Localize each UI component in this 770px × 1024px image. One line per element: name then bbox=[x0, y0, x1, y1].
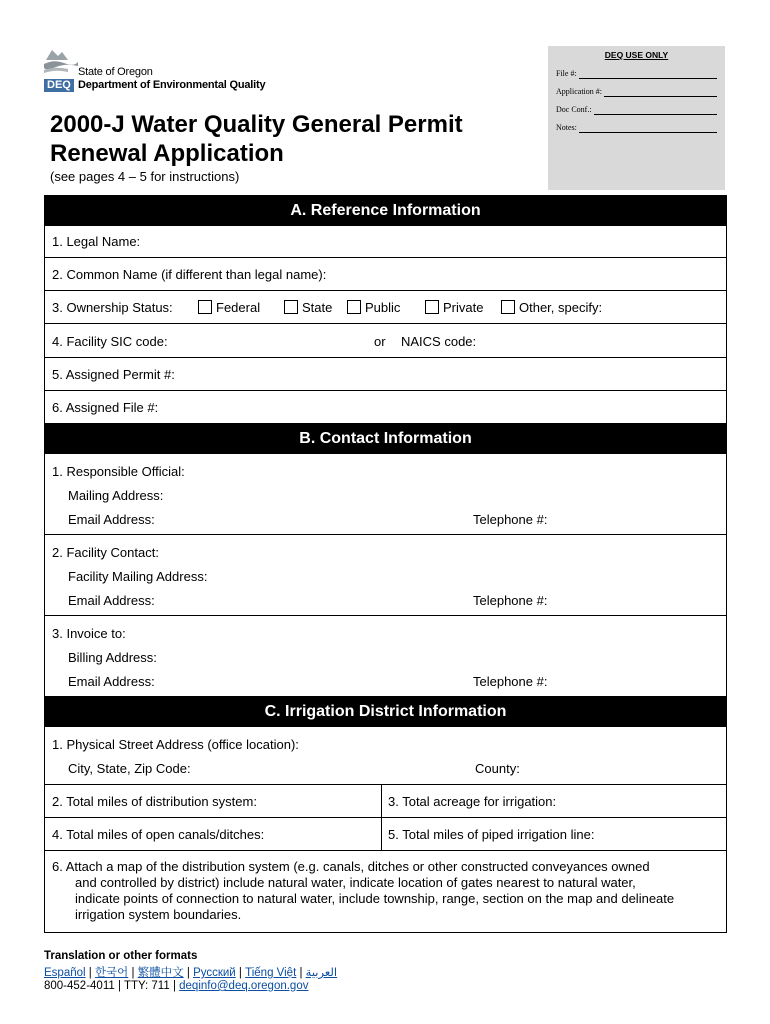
acreage-label: 3. Total acreage for irrigation: bbox=[388, 794, 557, 809]
email-label: Email Address: bbox=[68, 593, 155, 608]
phone: 800-452-4011 bbox=[44, 980, 115, 992]
checkbox[interactable] bbox=[284, 300, 298, 314]
deq-use-only-box bbox=[548, 46, 725, 190]
deq-badge: DEQ bbox=[44, 79, 74, 92]
or-text: or bbox=[374, 334, 386, 349]
file-number-field[interactable]: File #: bbox=[556, 69, 717, 79]
checkbox[interactable] bbox=[198, 300, 212, 314]
page-title: 2000-J Water Quality General Permit Renewal Application bbox=[50, 111, 463, 167]
common-name-label: 2. Common Name (if different than legal name): bbox=[52, 267, 327, 282]
invoice-label: 3. Invoice to: bbox=[52, 626, 126, 641]
miles-acreage-row[interactable] bbox=[45, 785, 726, 818]
ownership-public[interactable]: Public bbox=[347, 300, 400, 315]
sic-label: 4. Facility SIC code: bbox=[52, 334, 168, 349]
oregon-landscape-icon bbox=[44, 46, 78, 74]
notes-field[interactable]: Notes: bbox=[556, 123, 717, 133]
telephone-label: Telephone #: bbox=[473, 512, 548, 527]
facility-contact-block[interactable] bbox=[45, 535, 726, 616]
email-label: Email Address: bbox=[68, 674, 155, 689]
attach-map-text: irrigation system boundaries. bbox=[75, 907, 242, 922]
link-russian[interactable]: Pусский bbox=[193, 967, 236, 979]
attach-map-text: 6. Attach a map of the distribution system (e.g. canals, ditches or other constructed conveyances owned bbox=[52, 859, 650, 874]
link-korean[interactable]: 한국어 bbox=[94, 967, 129, 979]
org-department: Department of Environmental Quality bbox=[78, 79, 266, 91]
telephone-label: Telephone #: bbox=[473, 674, 548, 689]
email-label: Email Address: bbox=[68, 512, 155, 527]
footer bbox=[44, 950, 337, 992]
checkbox[interactable] bbox=[501, 300, 515, 314]
ownership-other[interactable]: Other, specify: bbox=[501, 300, 602, 315]
deq-use-only-heading: DEQ USE ONLY bbox=[604, 50, 669, 60]
page-subtitle: (see pages 4 – 5 for instructions) bbox=[50, 169, 240, 184]
translation-heading: Translation or other formats bbox=[44, 950, 198, 962]
ownership-row bbox=[45, 291, 726, 324]
city-state-zip-label: City, State, Zip Code: bbox=[68, 761, 191, 776]
ownership-label: 3. Ownership Status: bbox=[52, 300, 173, 315]
facility-mailing-label: Facility Mailing Address: bbox=[68, 569, 208, 584]
attach-map-text: indicate points of connection to natural water, include township, range, section on the map and delineate bbox=[75, 891, 675, 906]
facility-contact-label: 2. Facility Contact: bbox=[52, 545, 159, 560]
attach-map-text: and controlled by district) include natural water, indicate location of gates nearest to natural water, bbox=[75, 875, 636, 890]
link-vietnamese[interactable]: Tiếng Việt bbox=[245, 967, 297, 979]
permit-row[interactable] bbox=[45, 358, 726, 391]
ownership-private[interactable]: Private bbox=[425, 300, 483, 315]
invoice-block[interactable] bbox=[45, 616, 726, 697]
section-b-heading: B. Contact Information bbox=[45, 424, 726, 454]
billing-label: Billing Address: bbox=[68, 650, 157, 665]
mailing-label: Mailing Address: bbox=[68, 488, 164, 503]
common-name-row[interactable] bbox=[45, 258, 726, 291]
permit-label: 5. Assigned Permit #: bbox=[52, 367, 175, 382]
miles-piped-label: 5. Total miles of piped irrigation line: bbox=[388, 827, 595, 842]
link-chinese[interactable]: 繁體中文 bbox=[137, 967, 184, 979]
link-espanol[interactable]: Español bbox=[44, 967, 86, 979]
physical-address-block[interactable] bbox=[45, 727, 726, 785]
physical-address-label: 1. Physical Street Address (office location): bbox=[52, 737, 299, 752]
application-form bbox=[44, 195, 727, 933]
miles-distribution-label: 2. Total miles of distribution system: bbox=[52, 794, 257, 809]
sic-naics-row[interactable] bbox=[45, 324, 726, 358]
contact-line: 800-452-4011 | TTY: 711 | deqinfo@deq.oregon.gov bbox=[44, 980, 309, 992]
naics-label: NAICS code: bbox=[401, 334, 477, 349]
tty: TTY: 711 bbox=[123, 980, 170, 992]
canals-piped-row[interactable] bbox=[45, 818, 726, 851]
responsible-label: 1. Responsible Official: bbox=[52, 464, 185, 479]
section-c-heading: C. Irrigation District Information bbox=[45, 697, 726, 727]
county-label: County: bbox=[475, 761, 520, 776]
email-link[interactable]: deqinfo@deq.oregon.gov bbox=[179, 980, 309, 992]
application-number-field[interactable]: Application #: bbox=[556, 87, 717, 97]
ownership-state[interactable]: State bbox=[284, 300, 332, 315]
ownership-federal[interactable]: Federal bbox=[198, 300, 260, 315]
file-label: 6. Assigned File #: bbox=[52, 400, 159, 415]
checkbox[interactable] bbox=[425, 300, 439, 314]
miles-open-canals-label: 4. Total miles of open canals/ditches: bbox=[52, 827, 265, 842]
legal-name-label: 1. Legal Name: bbox=[52, 234, 141, 249]
telephone-label: Telephone #: bbox=[473, 593, 548, 608]
attach-map-block bbox=[45, 851, 726, 933]
doc-conf-field[interactable]: Doc Conf.: bbox=[556, 105, 717, 115]
legal-name-row[interactable] bbox=[45, 226, 726, 258]
section-a-heading: A. Reference Information bbox=[45, 196, 726, 226]
deq-logo bbox=[44, 44, 304, 96]
responsible-official-block[interactable] bbox=[45, 454, 726, 535]
org-state: State of Oregon bbox=[78, 66, 153, 78]
file-row[interactable] bbox=[45, 391, 726, 424]
link-arabic[interactable]: العربية bbox=[305, 967, 338, 979]
language-links: Español | 한국어 | 繁體中文 | Pусский | Tiếng Việt | العربية bbox=[44, 967, 338, 979]
checkbox[interactable] bbox=[347, 300, 361, 314]
